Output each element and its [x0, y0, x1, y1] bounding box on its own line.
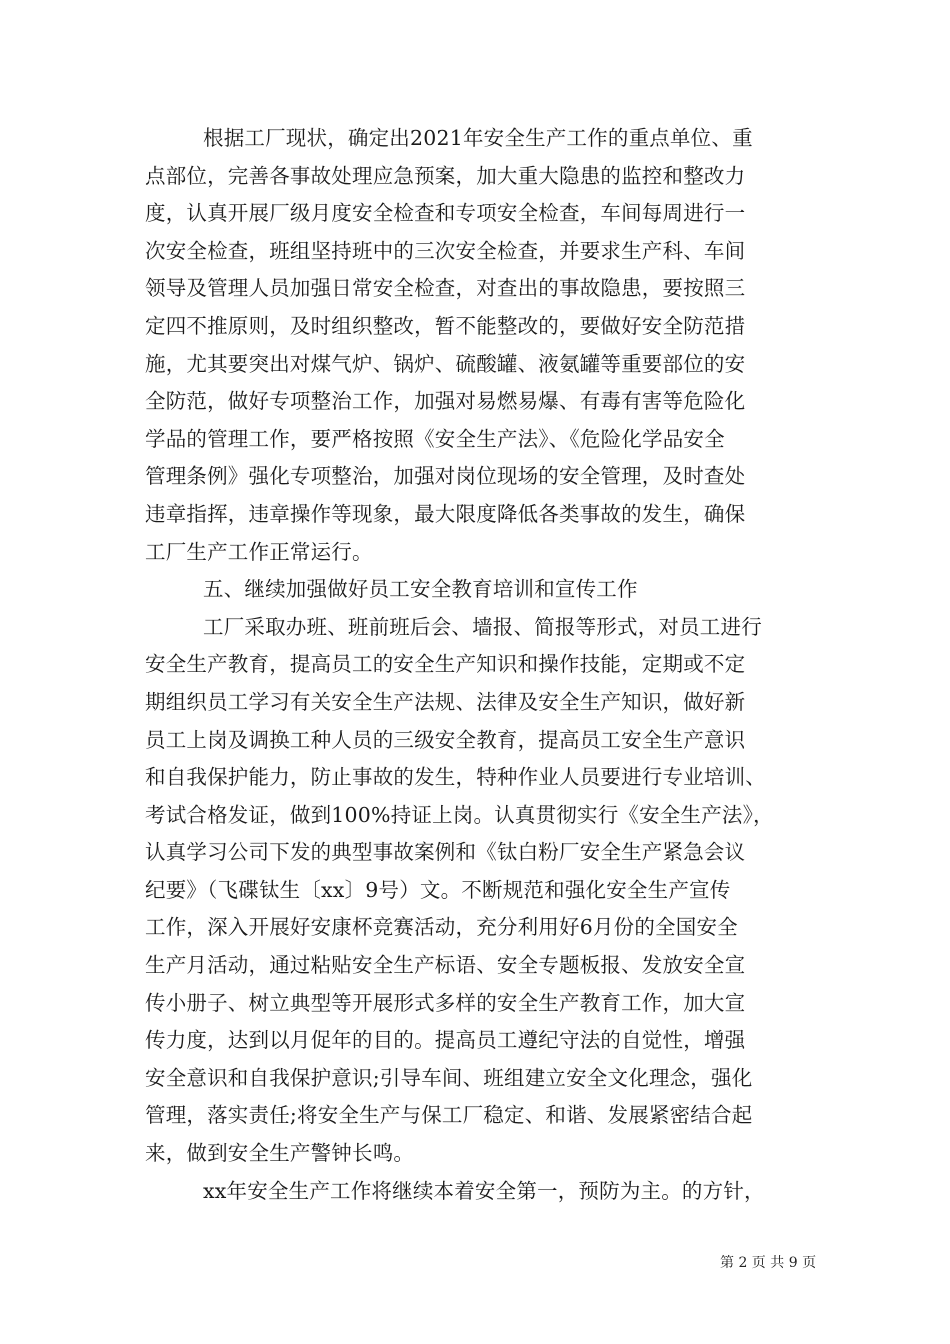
- text-line: 违章指挥，违章操作等现象，最大限度降低各类事故的发生，确保: [145, 501, 746, 526]
- text-line: xx年安全生产工作将继续本着安全第一，预防为主。的方针，: [203, 1178, 765, 1203]
- text-line: 期组织员工学习有关安全生产法规、法律及安全生产知识，做好新: [145, 689, 746, 714]
- text-line: 点部位，完善各事故处理应急预案，加大重大隐患的监控和整改力: [145, 163, 746, 188]
- text-line: 传小册子、树立典型等开展形式多样的安全生产教育工作，加大宣: [145, 990, 746, 1015]
- text-line: 来，做到安全生产警钟长鸣。: [145, 1141, 415, 1166]
- text-line: 生产月活动，通过粘贴安全生产标语、安全专题板报、发放安全宣: [145, 953, 746, 978]
- text-line: 认真学习公司下发的典型事故案例和《钛白粉厂安全生产紧急会议: [145, 840, 746, 865]
- text-line: 领导及管理人员加强日常安全检查，对查出的事故隐患，要按照三: [145, 276, 746, 301]
- text-line: 工厂采取办班、班前班后会、墙报、简报等形式，对员工进行: [203, 614, 762, 639]
- text-line: 学品的管理工作，要严格按照《安全生产法》、《危险化学品安全: [145, 426, 725, 451]
- text-line: 工厂生产工作正常运行。: [145, 539, 373, 564]
- text-line: 五、继续加强做好员工安全教育培训和宣传工作: [203, 577, 638, 602]
- text-line: 次安全检查，班组坚持班中的三次安全检查，并要求生产科、车间: [145, 238, 746, 263]
- text-line: 根据工厂现状，确定出2021年安全生产工作的重点单位、重: [203, 126, 753, 150]
- page-number: 第 2 页 共 9 页: [720, 1255, 817, 1271]
- text-line: 施，尤其要突出对煤气炉、锅炉、硫酸罐、液氨罐等重要部位的安: [145, 351, 746, 376]
- text-line: 工作，深入开展好安康杯竞赛活动，充分利用好6月份的全国安全: [145, 915, 738, 940]
- text-line: 考试合格发证，做到100%持证上岗。认真贯彻实行《安全生产法》，: [145, 802, 774, 827]
- text-line: 和自我保护能力，防止事故的发生，特种作业人员要进行专业培训、: [145, 765, 766, 790]
- text-line: 安全生产教育，提高员工的安全生产知识和操作技能，定期或不定: [145, 652, 746, 677]
- text-line: 传力度，达到以月促年的目的。提高员工遵纪守法的自觉性，增强: [145, 1028, 746, 1053]
- document-body: [145, 120, 810, 1210]
- text-line: 纪要》（飞碟钛生〔xx〕9号）文。不断规范和强化安全生产宣传: [145, 877, 731, 902]
- text-line: 管理条例》强化专项整治，加强对岗位现场的安全管理，及时查处: [145, 464, 746, 489]
- text-line: 定四不推原则，及时组织整改，暂不能整改的，要做好安全防范措: [145, 313, 746, 338]
- text-line: 全防范，做好专项整治工作，加强对易燃易爆、有毒有害等危险化: [145, 389, 746, 414]
- text-line: 员工上岗及调换工种人员的三级安全教育，提高员工安全生产意识: [145, 727, 746, 752]
- text-line: 度，认真开展厂级月度安全检查和专项安全检查，车间每周进行一: [145, 201, 746, 226]
- text-line: 安全意识和自我保护意识;引导车间、班组建立安全文化理念，强化: [145, 1065, 753, 1090]
- text-line: 管理，落实责任;将安全生产与保工厂稳定、和谐、发展紧密结合起: [145, 1103, 753, 1128]
